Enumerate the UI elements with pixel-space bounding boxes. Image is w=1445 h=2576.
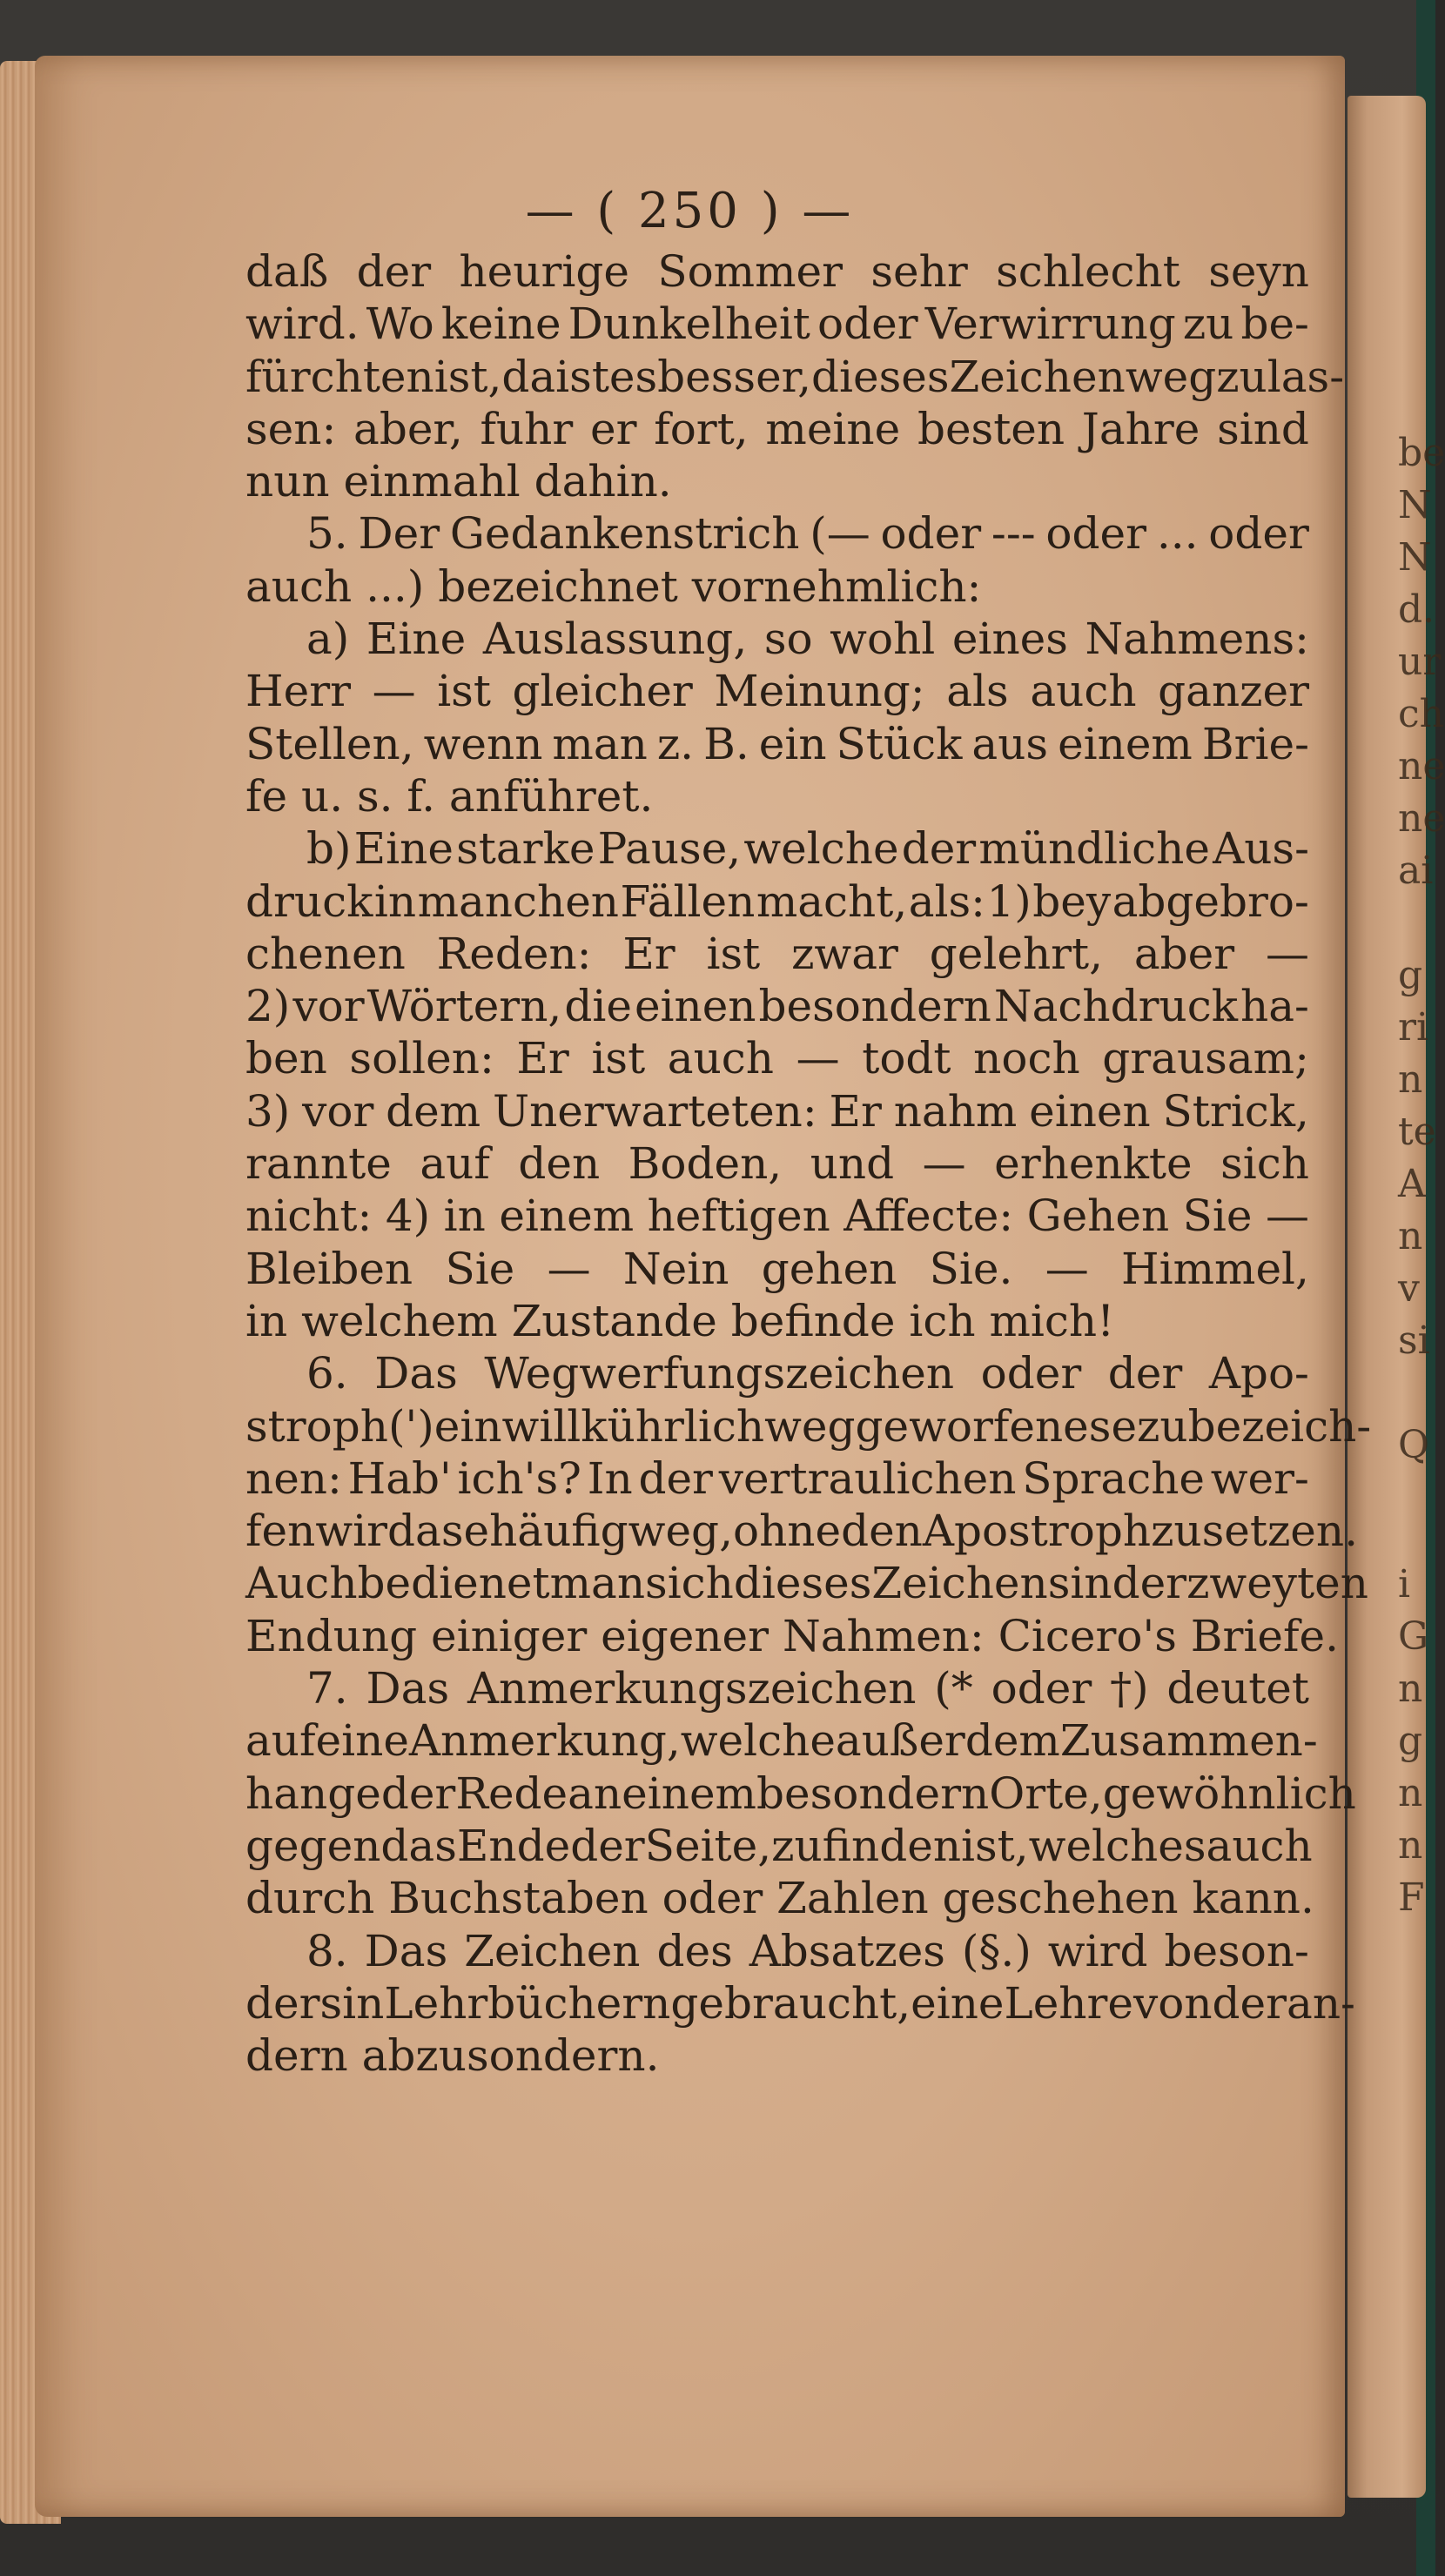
- text-line: dern abzusondern.: [245, 2030, 660, 2082]
- text-line: ders in Lehrbüchern gebraucht, eine Lehre von der an-: [245, 1977, 1355, 2029]
- facing-page-fragment: A: [1398, 1162, 1426, 1206]
- facing-page-fragment: G: [1398, 1614, 1429, 1659]
- text-line: 2) vor Wörtern, die einen besondern Nachdruck ha-: [245, 981, 1309, 1032]
- facing-page-fragment: be: [1398, 431, 1445, 475]
- text-line: sen: aber, fuhr er fort, meine besten Jahre sind: [245, 403, 1309, 454]
- text-line: in welchem Zustande befinde ich mich!: [245, 1295, 1115, 1346]
- text-line: nicht: 4) in einem heftigen Affecte: Gehen Sie —: [245, 1191, 1309, 1242]
- facing-page-fragment: ch: [1398, 692, 1444, 736]
- facing-page-fragment: i: [1398, 1562, 1411, 1607]
- text-line: Endung einiger eigener Nahmen: Cicero's Briefe.: [245, 1610, 1340, 1661]
- text-line: 6. Das Wegwerfungszeichen oder der Apo-: [306, 1348, 1309, 1399]
- facing-page-fragment: n: [1398, 1214, 1423, 1258]
- text-line: Auch bedienet man sich dieses Zeichens in der zweyten: [245, 1558, 1368, 1609]
- text-line: a) Eine Auslassung, so wohl eines Nahmens:: [306, 614, 1309, 665]
- facing-page-fragment: si: [1398, 1318, 1430, 1363]
- text-line: nun einmahl dahin.: [245, 456, 672, 507]
- facing-page-fragment: d.: [1398, 587, 1435, 632]
- text-line: Stellen, wenn man z. B. ein Stück aus einem Brie-: [245, 718, 1309, 769]
- text-line: 7. Das Anmerkungszeichen (* oder †) deutet: [306, 1663, 1309, 1714]
- facing-page-fragment: ne: [1398, 796, 1445, 841]
- text-line: 5. Der Gedankenstrich (— oder --- oder ... oder: [306, 508, 1309, 560]
- text-line: auch ...) bezeichnet vornehmlich:: [245, 560, 982, 612]
- facing-page-fragment: N: [1398, 535, 1432, 580]
- facing-page-fragment: F: [1398, 1875, 1425, 1920]
- text-line: fürchten ist, da ist es besser, dieses Zeichen wegzulas-: [245, 351, 1345, 402]
- text-line: hange der Rede an einem besondern Orte, gewöhnlich: [245, 1768, 1356, 1819]
- facing-page-fragment: n: [1398, 1771, 1423, 1815]
- text-line: 8. Das Zeichen des Absatzes (§.) wird beson-: [306, 1925, 1309, 1976]
- text-line: druck in manchen Fällen macht, als: 1) bey abgebro-: [245, 875, 1309, 927]
- facing-page-fragment: N: [1398, 483, 1432, 527]
- text-line: chenen Reden: Er ist zwar gelehrt, aber —: [245, 928, 1309, 979]
- text-line: rannte auf den Boden, und — erhenkte sich: [245, 1138, 1309, 1190]
- text-line: fe u. s. f. anführet.: [245, 770, 654, 822]
- text-line: wird. Wo keine Dunkelheit oder Verwirrung zu be-: [245, 299, 1309, 350]
- text-line: fen wir das e häufig weg, ohne den Apostroph zu setzen.: [245, 1506, 1358, 1557]
- text-line: daß der heurige Sommer sehr schlecht seyn: [245, 246, 1309, 297]
- facing-page-fragment: n: [1398, 1057, 1423, 1102]
- facing-page-fragment: n: [1398, 1823, 1423, 1868]
- text-line: durch Buchstaben oder Zahlen geschehen kann.: [245, 1873, 1314, 1924]
- page-text-body: [245, 245, 1372, 2082]
- facing-page-fragment: g: [1398, 953, 1423, 997]
- page-header: — ( 250 ) —: [525, 183, 855, 239]
- facing-page-fragment: n: [1398, 1667, 1423, 1711]
- facing-page-fragment: ri: [1398, 1005, 1429, 1050]
- facing-page-edge: [1348, 96, 1445, 2498]
- text-line: Bleiben Sie — Nein gehen Sie. — Himmel,: [245, 1243, 1309, 1294]
- text-line: auf eine Anmerkung, welche außer dem Zusammen-: [245, 1715, 1318, 1767]
- text-line: gegen das Ende der Seite, zu finden ist, welches auch: [245, 1820, 1313, 1871]
- text-line: ben sollen: Er ist auch — todt noch grausam;: [245, 1033, 1309, 1084]
- text-line: stroph (') ein willkührlich weggeworfenes e zu bezeich-: [245, 1400, 1372, 1452]
- text-line: Herr — ist gleicher Meinung; als auch ganzer: [245, 666, 1309, 717]
- text-line: b) Eine starke Pause, welche der mündliche Aus-: [306, 823, 1309, 875]
- facing-page-fragment: v: [1398, 1266, 1420, 1311]
- facing-page-fragment: te: [1398, 1110, 1436, 1154]
- facing-page-fragment: ur: [1398, 640, 1442, 684]
- facing-page-fragment: g: [1398, 1719, 1423, 1763]
- facing-page-fragment: ne: [1398, 744, 1445, 788]
- facing-page-fragment: ai: [1398, 849, 1434, 893]
- text-line: 3) vor dem Unerwarteten: Er nahm einen Strick,: [245, 1085, 1309, 1137]
- text-line: nen: Hab' ich's? In der vertraulichen Sprache wer-: [245, 1452, 1309, 1504]
- facing-page-fragment: Q: [1398, 1423, 1430, 1467]
